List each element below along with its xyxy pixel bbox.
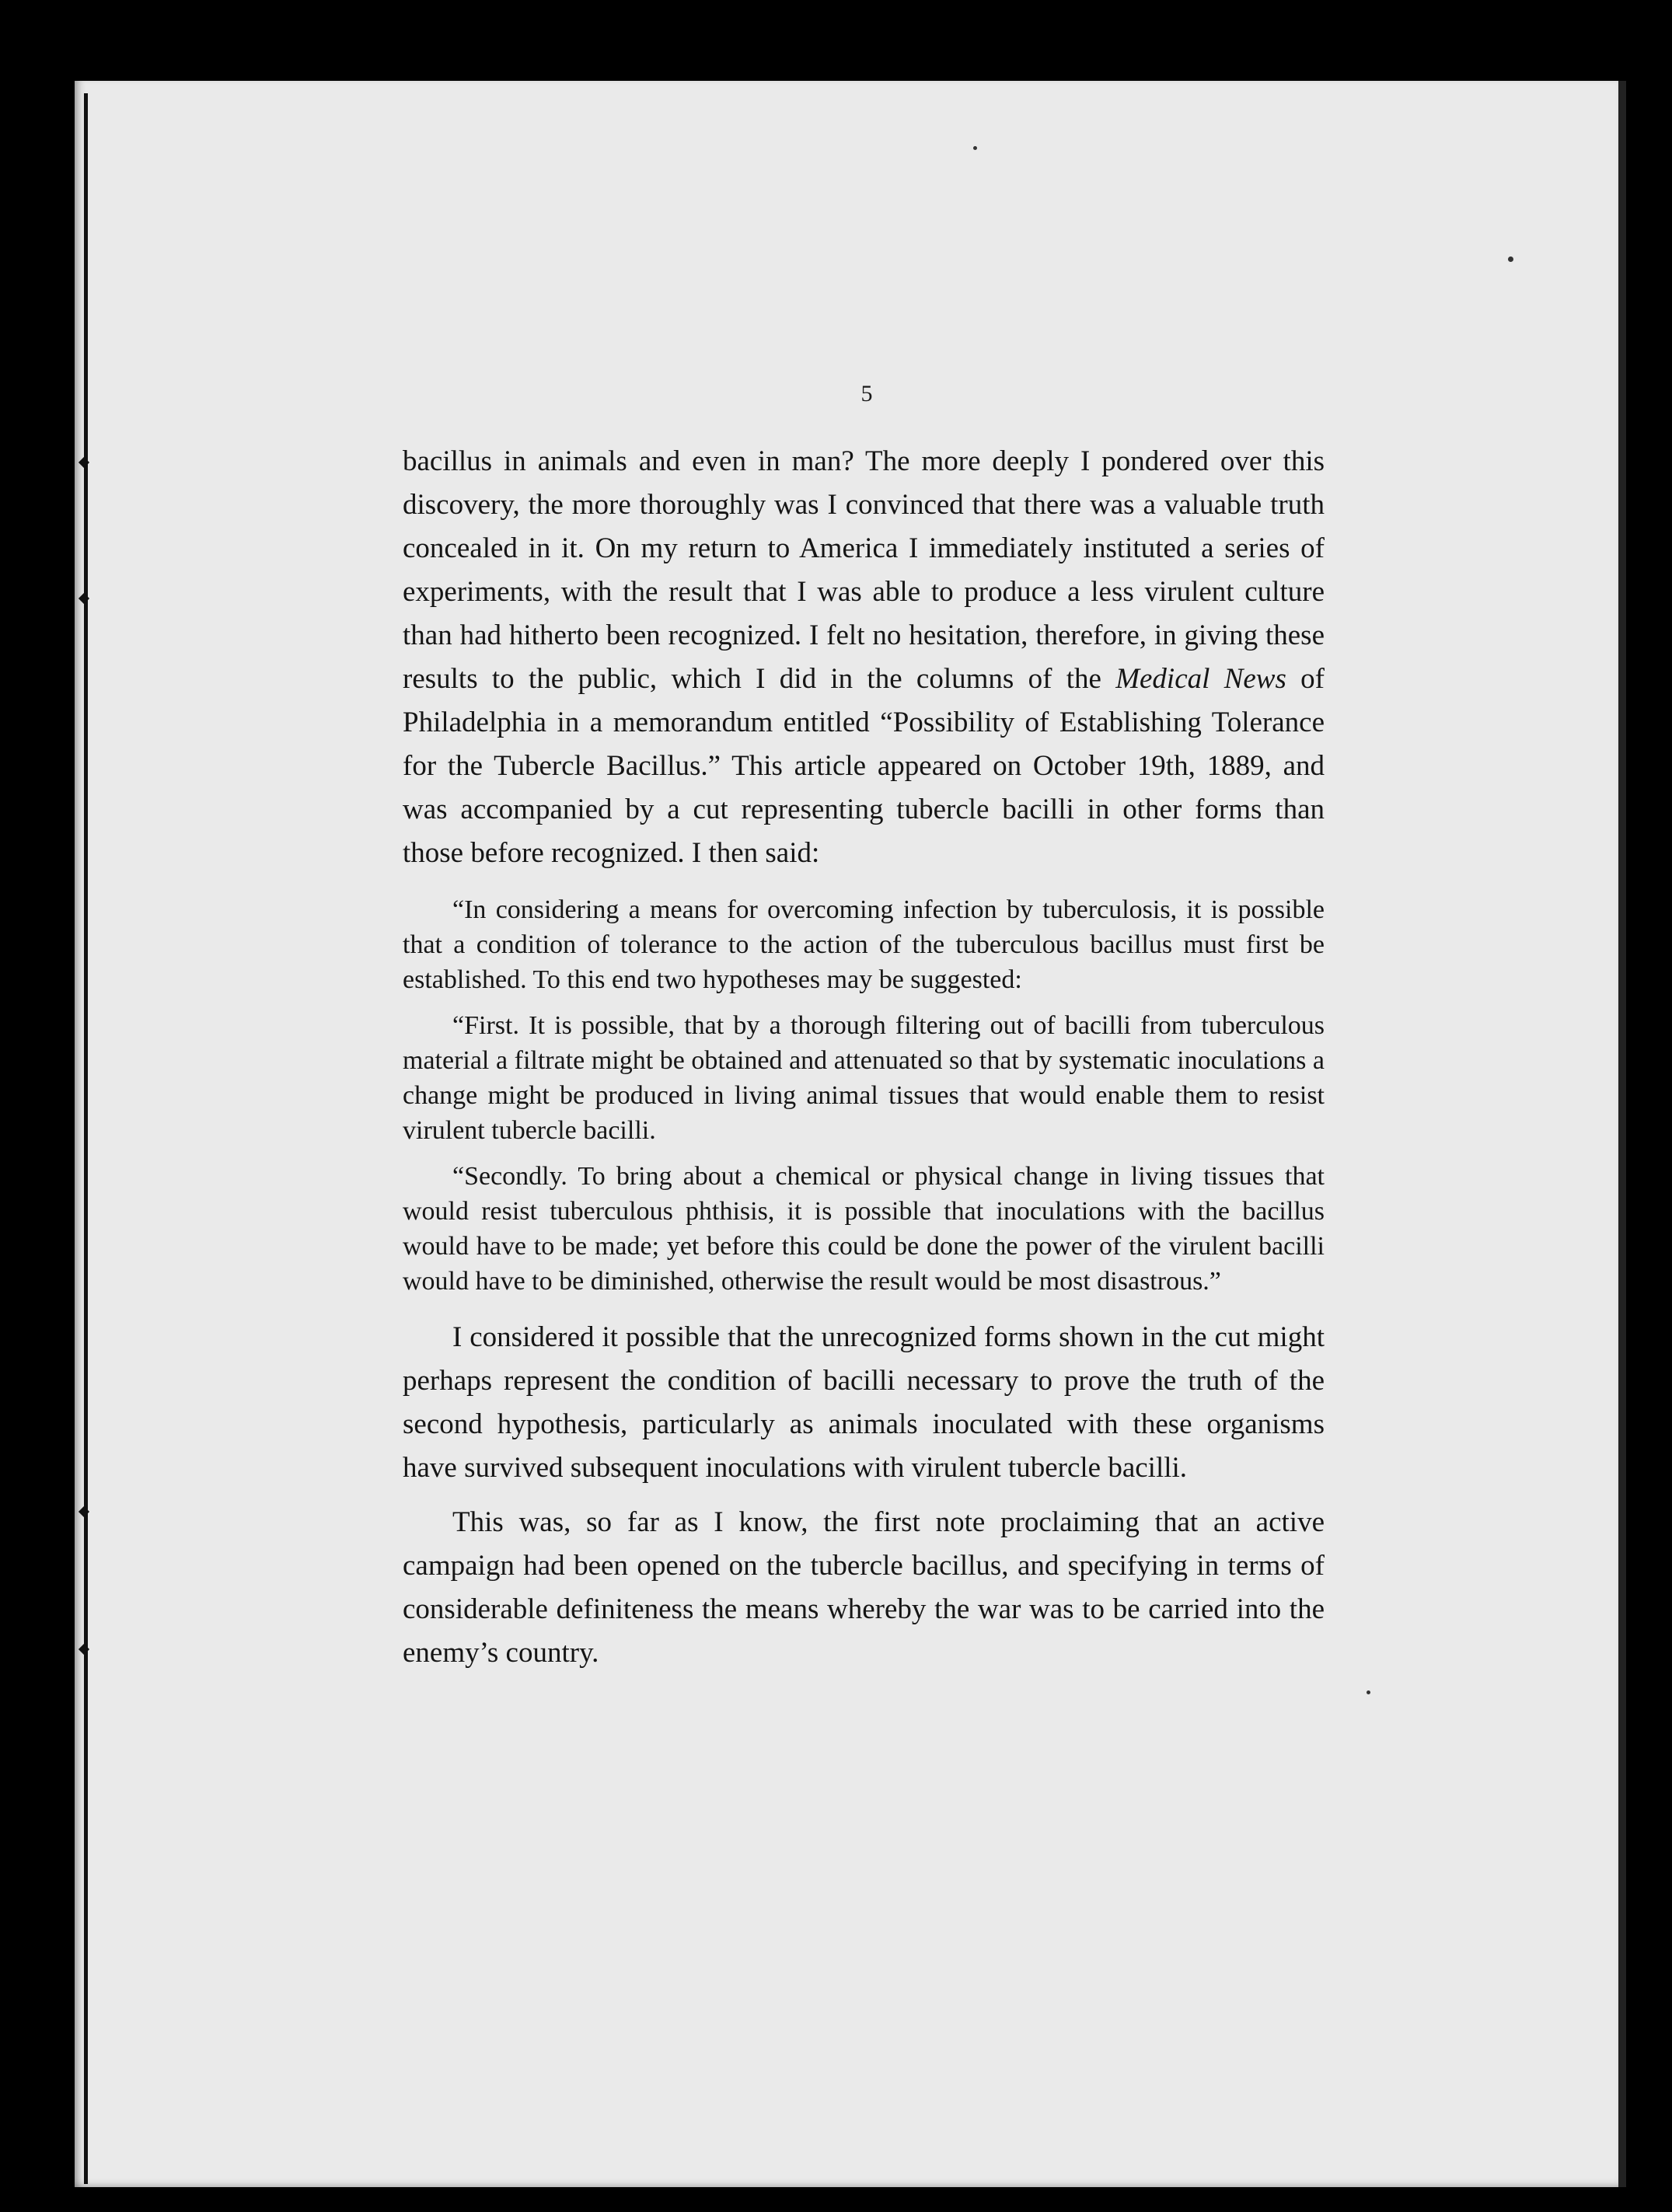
quotation-paragraph: “First. It is possible, that by a thorough filtering out of bacilli from tuberculous material a filtrate might be obtained and attenuated so that by systematic inoculations a change might be produced in living animal tissues that would enable them to resist virulent tubercle bacilli.: [403, 1011, 1325, 1145]
binding-edge-line: [84, 93, 88, 2184]
journal-title: Medical News: [1115, 663, 1286, 695]
spacer: [403, 997, 1325, 1008]
opening-paragraph-text-continued: of Philadelphia in a memorandum entitled “Possibility of Establishing Tolerance for the Tubercle Bacillus.” This article appeared on October 19th, 1889, and was accompanied by a cut representing tubercle bacilli in other forms than those before recognized. I then said:: [403, 663, 1325, 869]
page-right-edge: [1618, 81, 1626, 2187]
spacer: [403, 1299, 1325, 1316]
closing-paragraph: This was, so far as I know, the first note proclaiming that an active campaign had been opened on the tubercle bacillus, and specifying in terms of considerable definiteness the means whereby the war was to be carried into the enemy’s country.: [403, 1506, 1325, 1669]
dust-speck: [1508, 256, 1513, 262]
spacer: [403, 875, 1325, 892]
spacer: [403, 1490, 1325, 1501]
quotation-paragraph: “Secondly. To bring about a chemical or physical change in living tissues that would resist tuberculous phthisis, it is possible that inoculations with the bacillus would have to be made; yet before this could be done the power of the virulent bacilli would have to be diminished, otherwise the result would be most disastrous.”: [403, 1162, 1325, 1296]
body-text: [403, 440, 1325, 1675]
spacer: [403, 1148, 1325, 1159]
closing-paragraph: I considered it possible that the unrecognized forms shown in the cut might perhaps represent the condition of bacilli necessary to prove the truth of the second hypothesis, particularly as animals inoculated with these organisms have survived subsequent inoculations with virulent tubercle bacilli.: [403, 1321, 1325, 1484]
page-number: 5: [860, 381, 873, 406]
dust-speck: [973, 146, 977, 150]
opening-paragraph: [403, 440, 1325, 875]
dust-speck: [1367, 1690, 1370, 1694]
opening-paragraph-text: bacillus in animals and even in man? The more deeply I pondered over this discovery, the more thoroughly was I convinced that there was a valuable truth concealed in it. On my return to America I immediately instituted a series of experiments, with the result that I was able to produce a less virulent culture than had hitherto been recognized. I felt no hesitation, therefore, in giving these results to the public, which I did in the columns of the: [403, 445, 1325, 695]
quotation-paragraph: “In considering a means for overcoming infection by tuberculosis, it is possible that a condition of tolerance to the action of the tuberculous bacillus must first be established. To this end two hypotheses may be suggested:: [403, 895, 1325, 994]
